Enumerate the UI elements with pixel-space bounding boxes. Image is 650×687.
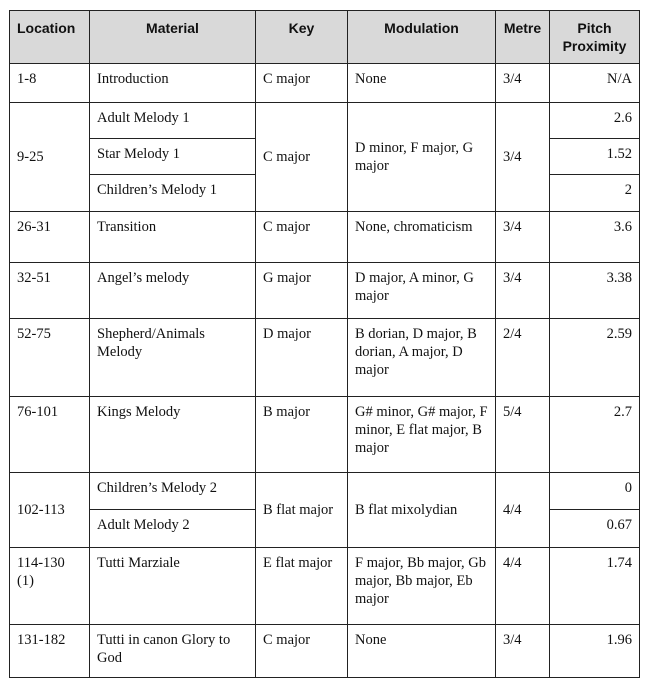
cell-metre: 4/4	[496, 473, 550, 548]
cell-modulation: D minor, F major, G major	[348, 103, 496, 212]
cell-material: Transition	[90, 212, 256, 263]
cell-location: 52-75	[10, 319, 90, 397]
cell-pitch: 3.6	[550, 212, 640, 263]
cell-location: 131-182	[10, 625, 90, 678]
cell-key: C major	[256, 212, 348, 263]
cell-pitch: 0	[550, 473, 640, 510]
cell-pitch: 2	[550, 175, 640, 212]
cell-key: G major	[256, 263, 348, 319]
cell-modulation: None	[348, 625, 496, 678]
cell-material: Shepherd/Animals Melody	[90, 319, 256, 397]
cell-pitch: 1.74	[550, 548, 640, 625]
cell-material: Kings Melody	[90, 397, 256, 473]
cell-pitch: 1.96	[550, 625, 640, 678]
cell-location: 32-51	[10, 263, 90, 319]
cell-key: B flat major	[256, 473, 348, 548]
cell-key: C major	[256, 625, 348, 678]
cell-pitch: 2.6	[550, 103, 640, 139]
header-row	[10, 11, 640, 64]
cell-key: C major	[256, 103, 348, 212]
cell-metre: 2/4	[496, 319, 550, 397]
cell-material: Star Melody 1	[90, 139, 256, 175]
cell-key: B major	[256, 397, 348, 473]
cell-key: C major	[256, 64, 348, 103]
table-row	[10, 103, 640, 139]
header-location: Location	[10, 11, 90, 64]
cell-pitch: 2.7	[550, 397, 640, 473]
cell-modulation: B flat mixolydian	[348, 473, 496, 548]
cell-location: 114-130 (1)	[10, 548, 90, 625]
table-row	[10, 473, 640, 510]
cell-metre: 3/4	[496, 64, 550, 103]
table-row	[10, 263, 640, 319]
header-key: Key	[256, 11, 348, 64]
table-row	[10, 625, 640, 678]
cell-pitch: N/A	[550, 64, 640, 103]
cell-material: Tutti Marziale	[90, 548, 256, 625]
cell-modulation: F major, Bb major, Gb major, Bb major, Eb major	[348, 548, 496, 625]
cell-modulation: B dorian, D major, B dorian, A major, D major	[348, 319, 496, 397]
cell-key: D major	[256, 319, 348, 397]
cell-material: Introduction	[90, 64, 256, 103]
cell-metre: 3/4	[496, 103, 550, 212]
cell-material: Adult Melody 1	[90, 103, 256, 139]
table-row	[10, 64, 640, 103]
table-row	[10, 548, 640, 625]
cell-location: 26-31	[10, 212, 90, 263]
cell-metre: 5/4	[496, 397, 550, 473]
cell-modulation: None, chromaticism	[348, 212, 496, 263]
cell-pitch: 2.59	[550, 319, 640, 397]
cell-material: Tutti in canon Glory to God	[90, 625, 256, 678]
header-metre: Metre	[496, 11, 550, 64]
cell-material: Angel’s melody	[90, 263, 256, 319]
cell-material: Adult Melody 2	[90, 510, 256, 548]
header-pitch-proximity: Pitch Proximity	[550, 11, 640, 64]
header-modulation: Modulation	[348, 11, 496, 64]
cell-location: 9-25	[10, 103, 90, 212]
cell-material: Children’s Melody 1	[90, 175, 256, 212]
header-material: Material	[90, 11, 256, 64]
cell-modulation: D major, A minor, G major	[348, 263, 496, 319]
cell-key: E flat major	[256, 548, 348, 625]
cell-modulation: None	[348, 64, 496, 103]
cell-metre: 3/4	[496, 263, 550, 319]
cell-location: 76-101	[10, 397, 90, 473]
cell-metre: 3/4	[496, 625, 550, 678]
cell-location: 102-113	[10, 473, 90, 548]
cell-location: 1-8	[10, 64, 90, 103]
table-row	[10, 319, 640, 397]
cell-material: Children’s Melody 2	[90, 473, 256, 510]
cell-pitch: 1.52	[550, 139, 640, 175]
cell-pitch: 3.38	[550, 263, 640, 319]
cell-metre: 3/4	[496, 212, 550, 263]
table-row	[10, 212, 640, 263]
cell-modulation: G# minor, G# major, F minor, E flat major, B major	[348, 397, 496, 473]
cell-pitch: 0.67	[550, 510, 640, 548]
melody-analysis-table	[9, 10, 640, 678]
table-row	[10, 397, 640, 473]
cell-metre: 4/4	[496, 548, 550, 625]
